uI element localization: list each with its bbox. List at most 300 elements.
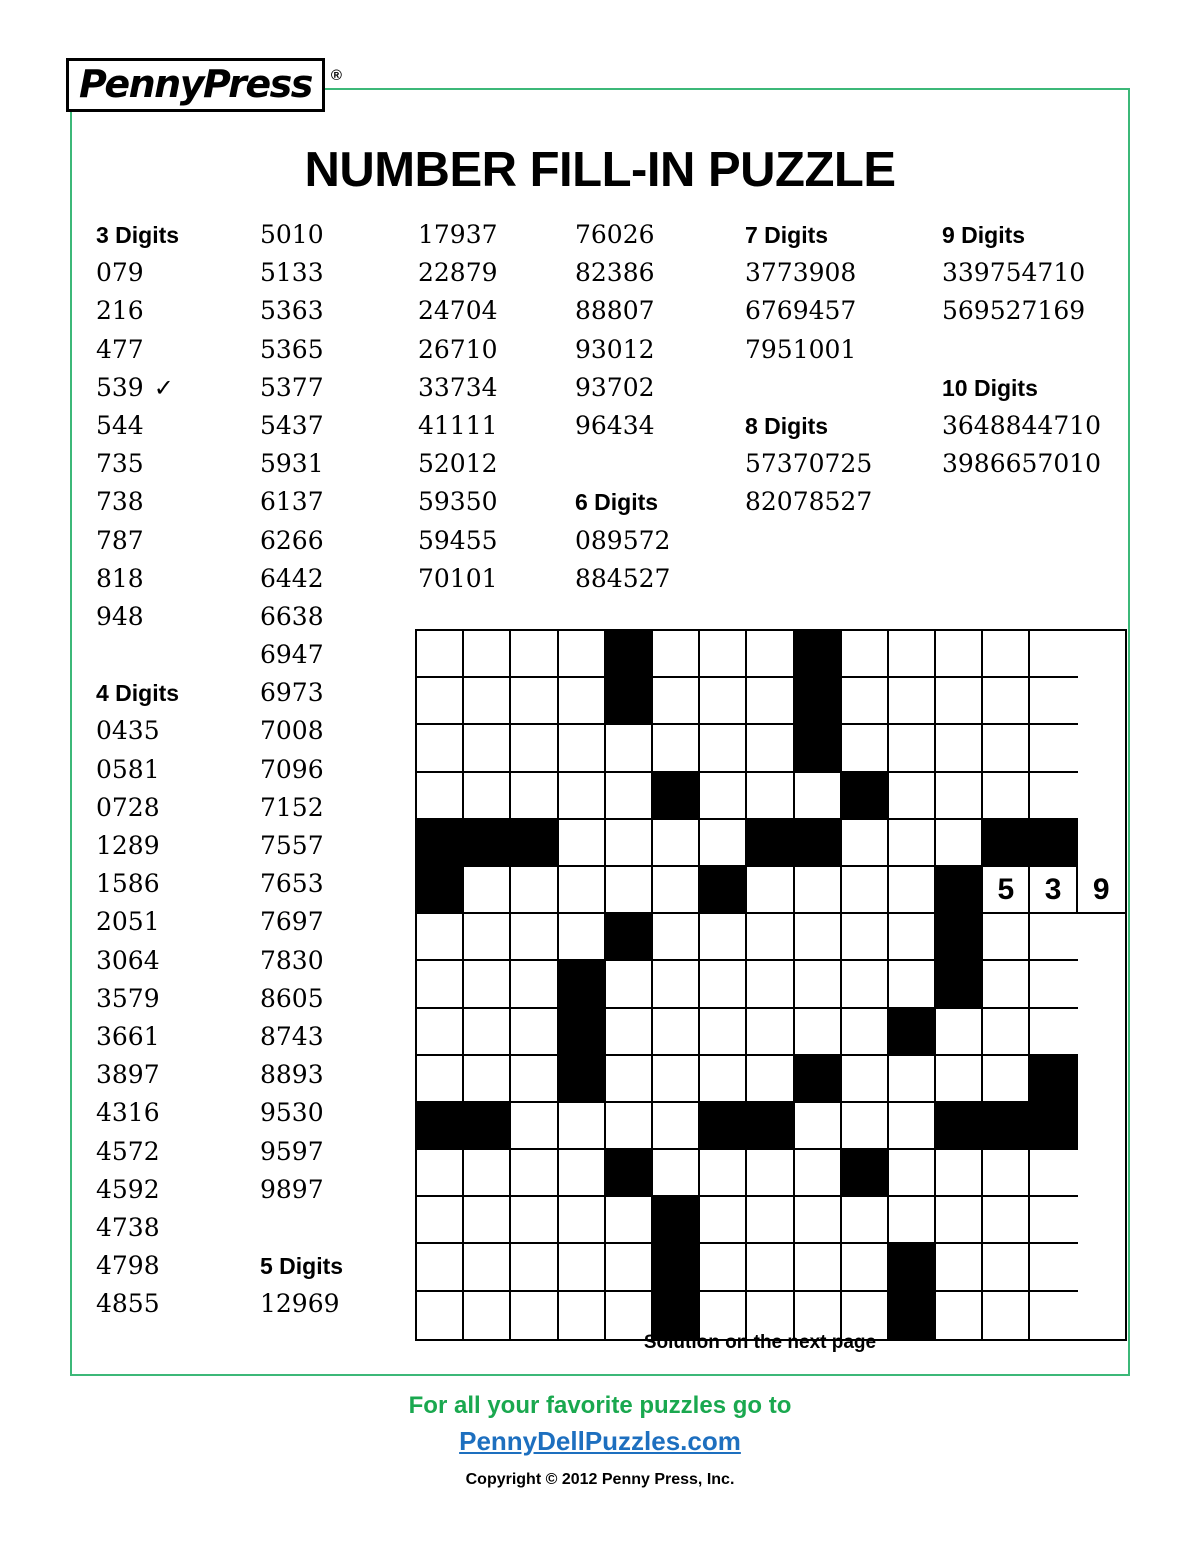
grid-cell-empty[interactable] (464, 1056, 511, 1103)
grid-cell-empty[interactable] (747, 1009, 794, 1056)
grid-row (417, 914, 1125, 961)
footer (0, 1392, 1200, 1489)
number-entry: 4572 (96, 1136, 160, 1166)
grid-cell-empty[interactable] (795, 867, 842, 914)
number-entry: 1586 (96, 869, 160, 899)
number-entry: 93012 (575, 334, 655, 364)
number-column-2 (418, 216, 498, 598)
grid-cell-empty[interactable] (464, 867, 511, 914)
grid-cell-blocked (417, 867, 464, 914)
grid-cell-blocked (417, 820, 464, 867)
grid-cell-empty[interactable] (511, 914, 558, 961)
grid-cell-empty[interactable] (417, 773, 464, 820)
grid-cell-empty[interactable] (606, 1197, 653, 1244)
grid-cell-empty[interactable] (747, 867, 794, 914)
grid-cell-empty[interactable] (464, 914, 511, 961)
grid-cell-empty[interactable] (700, 820, 747, 867)
number-column-3 (575, 216, 670, 598)
grid-cell-empty[interactable] (983, 1150, 1030, 1197)
grid-cell-blocked (653, 1244, 700, 1291)
number-entry: 7557 (260, 831, 324, 860)
grid-cell-empty[interactable] (417, 961, 464, 1008)
grid-cell-empty[interactable] (842, 961, 889, 1008)
grid-cell-empty[interactable] (464, 631, 511, 678)
grid-cell-empty[interactable] (747, 914, 794, 961)
registered-trademark-icon: ® (330, 67, 342, 84)
grid-row (417, 773, 1125, 820)
grid-cell-blocked (559, 961, 606, 1008)
number-entry: 339754710 (942, 258, 1086, 288)
grid-cell-empty[interactable] (983, 1009, 1030, 1056)
number-entry: 4316 (96, 1098, 160, 1128)
grid-cell-empty[interactable] (417, 1150, 464, 1197)
number-entry: 7951001 (745, 334, 857, 364)
grid-cell-empty[interactable] (795, 1009, 842, 1056)
number-entry: 8893 (260, 1060, 324, 1090)
number-entry: 738 (96, 487, 144, 517)
grid-cell-blocked (795, 1056, 842, 1103)
grid-cell-blocked (795, 678, 842, 725)
number-entry: 52012 (418, 449, 498, 479)
number-entry: 5437 (260, 410, 324, 440)
grid-cell-empty[interactable] (700, 1009, 747, 1056)
number-entry: 3579 (96, 983, 160, 1013)
grid-cell-blocked (936, 867, 983, 914)
grid-cell-empty[interactable] (842, 631, 889, 678)
grid-cell-empty[interactable] (1030, 725, 1077, 772)
grid-cell-empty[interactable] (936, 725, 983, 772)
number-entry: 7653 (260, 869, 324, 899)
grid-cell-empty[interactable] (559, 914, 606, 961)
grid-cell-empty[interactable] (606, 1244, 653, 1291)
grid-cell-empty[interactable] (417, 631, 464, 678)
grid-cell-empty[interactable] (606, 1056, 653, 1103)
number-entry: 4592 (96, 1174, 160, 1204)
grid-cell-empty[interactable] (559, 1103, 606, 1150)
grid-cell-blocked (983, 820, 1030, 867)
grid-cell-empty[interactable] (795, 1103, 842, 1150)
grid-cell-blocked (747, 820, 794, 867)
number-entry: 8605 (260, 983, 324, 1013)
grid-cell-empty[interactable] (1030, 1150, 1077, 1197)
grid-row (417, 820, 1125, 867)
number-column-4 (745, 216, 872, 522)
grid-cell-empty[interactable] (936, 631, 983, 678)
grid-cell-empty[interactable] (511, 1244, 558, 1291)
grid-cell-blocked (842, 773, 889, 820)
number-entry: 089572 (575, 525, 671, 555)
grid-cell-empty[interactable] (936, 678, 983, 725)
grid-cell-empty[interactable] (936, 1197, 983, 1244)
grid-cell-blocked (983, 1103, 1030, 1150)
grid-cell-empty[interactable] (795, 1150, 842, 1197)
number-entry: 4798 (96, 1251, 160, 1281)
grid-cell-blocked (1030, 1103, 1077, 1150)
grid-cell-empty[interactable] (747, 961, 794, 1008)
number-entry: 735 (96, 449, 144, 479)
grid-cell-empty[interactable] (653, 631, 700, 678)
grid-cell-empty[interactable] (511, 961, 558, 1008)
grid-cell-empty[interactable] (653, 867, 700, 914)
number-entry: 6442 (260, 563, 324, 593)
grid-cell-empty[interactable] (511, 867, 558, 914)
grid-cell-empty[interactable] (983, 914, 1030, 961)
footer-tagline: For all your favorite puzzles go to (408, 1392, 792, 1419)
number-entry: 787 (96, 525, 144, 555)
number-entry: 6137 (260, 487, 324, 517)
grid-cell-empty[interactable] (1030, 1009, 1077, 1056)
grid-cell-blocked (889, 1009, 936, 1056)
grid-cell-empty[interactable] (889, 1197, 936, 1244)
grid-cell-empty[interactable] (700, 1244, 747, 1291)
number-entry: 6947 (260, 640, 324, 670)
grid-cell-empty[interactable] (889, 867, 936, 914)
grid-cell-blocked (842, 1150, 889, 1197)
grid-cell-empty[interactable] (511, 631, 558, 678)
spacer (96, 636, 179, 674)
grid-cell-empty[interactable] (936, 773, 983, 820)
spacer (575, 445, 670, 483)
grid-cell-empty[interactable] (559, 631, 606, 678)
grid-cell-blocked (606, 631, 653, 678)
grid-cell-empty[interactable] (700, 631, 747, 678)
grid-cell-empty[interactable] (606, 820, 653, 867)
grid-cell-empty[interactable] (606, 773, 653, 820)
grid-cell-empty[interactable] (747, 1150, 794, 1197)
footer-copyright: Copyright © 2012 Penny Press, Inc. (465, 1471, 735, 1488)
number-entry: 7152 (260, 792, 324, 822)
grid-cell-empty[interactable] (511, 1056, 558, 1103)
number-group-heading: 6 Digits (575, 489, 659, 516)
number-entry: 9897 (260, 1174, 324, 1204)
grid-cell-blocked (1030, 820, 1077, 867)
grid-row (417, 961, 1125, 1008)
grid-cell-empty[interactable] (511, 1197, 558, 1244)
grid-cell-empty[interactable] (842, 820, 889, 867)
number-entry: 33734 (418, 372, 498, 402)
grid-cell-empty[interactable] (417, 725, 464, 772)
grid-cell-empty[interactable] (417, 678, 464, 725)
grid-cell-filled[interactable]: 3 (1030, 867, 1077, 914)
number-entry: 17937 (418, 220, 498, 249)
grid-cell-empty[interactable] (559, 1197, 606, 1244)
grid-cell-empty[interactable] (983, 725, 1030, 772)
grid-cell-empty[interactable] (889, 820, 936, 867)
grid-cell-blocked (747, 1103, 794, 1150)
grid-cell-empty[interactable] (653, 914, 700, 961)
grid-cell-empty[interactable] (700, 725, 747, 772)
grid-cell-filled[interactable]: 5 (983, 867, 1030, 914)
number-entry: 6266 (260, 525, 324, 555)
grid-cell-empty[interactable] (606, 961, 653, 1008)
grid-cell-blocked (559, 1009, 606, 1056)
grid-cell-empty[interactable] (700, 961, 747, 1008)
grid-cell-empty[interactable] (606, 1009, 653, 1056)
grid-cell-empty[interactable] (747, 725, 794, 772)
grid-cell-empty[interactable] (889, 1103, 936, 1150)
grid-cell-empty[interactable] (936, 1056, 983, 1103)
number-entry: 4855 (96, 1289, 160, 1319)
puzzle-grid[interactable] (415, 629, 1127, 1341)
grid-cell-empty[interactable] (983, 773, 1030, 820)
grid-cell-empty[interactable] (983, 961, 1030, 1008)
grid-cell-empty[interactable] (1030, 914, 1077, 961)
number-entry: 96434 (575, 410, 655, 440)
grid-cell-blocked (606, 914, 653, 961)
number-entry: 59350 (418, 487, 498, 517)
grid-cell-empty[interactable] (747, 631, 794, 678)
number-entry: 6638 (260, 601, 324, 631)
grid-cell-empty[interactable] (936, 1150, 983, 1197)
grid-cell-empty[interactable] (559, 725, 606, 772)
grid-cell-empty[interactable] (842, 1009, 889, 1056)
grid-cell-empty[interactable] (606, 1103, 653, 1150)
grid-cell-empty[interactable] (606, 725, 653, 772)
grid-row (417, 1009, 1125, 1056)
grid-cell-empty[interactable] (747, 678, 794, 725)
grid-cell-empty[interactable] (700, 914, 747, 961)
grid-cell-empty[interactable] (653, 1009, 700, 1056)
grid-cell-empty[interactable] (889, 961, 936, 1008)
grid-cell-empty[interactable] (747, 1197, 794, 1244)
grid-cell-empty[interactable] (795, 914, 842, 961)
grid-cell-empty[interactable] (1030, 961, 1077, 1008)
spacer (942, 331, 1101, 369)
number-entry: 3897 (96, 1060, 160, 1090)
grid-cell-blocked (936, 961, 983, 1008)
grid-cell-empty[interactable] (700, 1056, 747, 1103)
grid-cell-empty[interactable] (842, 725, 889, 772)
grid-cell-empty[interactable] (653, 961, 700, 1008)
grid-cell-empty[interactable] (700, 773, 747, 820)
grid-cell-empty[interactable] (842, 1244, 889, 1291)
grid-cell-filled[interactable]: 9 (1078, 867, 1125, 914)
number-entry: 24704 (418, 296, 498, 326)
grid-cell-empty[interactable] (559, 867, 606, 914)
grid-cell-empty[interactable] (464, 725, 511, 772)
grid-cell-empty[interactable] (700, 678, 747, 725)
number-entry: 9597 (260, 1136, 324, 1166)
grid-cell-blocked (417, 1103, 464, 1150)
number-entry: 079 (96, 258, 144, 288)
grid-cell-empty[interactable] (842, 1056, 889, 1103)
grid-cell-empty[interactable] (1030, 1244, 1077, 1291)
number-entry: 2051 (96, 907, 160, 937)
number-entry: 477 (96, 334, 144, 364)
grid-cell-blocked (653, 773, 700, 820)
grid-cell-blocked (795, 631, 842, 678)
grid-cell-empty[interactable] (747, 1056, 794, 1103)
number-entry: 216 (96, 296, 144, 326)
grid-cell-empty[interactable] (889, 773, 936, 820)
number-entry: 12969 (260, 1289, 340, 1319)
grid-cell-blocked (606, 678, 653, 725)
number-entry: 3064 (96, 945, 160, 975)
logo-text: PennyPress (79, 62, 312, 106)
number-entry: 0728 (96, 792, 160, 822)
grid-cell-empty[interactable] (511, 1009, 558, 1056)
grid-cell-empty[interactable] (889, 1056, 936, 1103)
number-column-5 (942, 216, 1101, 483)
number-entry: 5133 (260, 258, 324, 288)
grid-cell-empty[interactable] (653, 1103, 700, 1150)
checkmark-icon: ✓ (153, 373, 174, 402)
number-group-heading: 7 Digits (745, 222, 829, 248)
grid-row (417, 1150, 1125, 1197)
grid-cell-empty[interactable] (511, 678, 558, 725)
number-entry: 59455 (418, 525, 498, 555)
grid-cell-empty[interactable] (842, 1197, 889, 1244)
grid-cell-empty[interactable] (747, 1244, 794, 1291)
number-group-heading: 4 Digits (96, 680, 180, 707)
grid-cell-blocked (700, 1103, 747, 1150)
grid-cell-empty[interactable] (700, 1150, 747, 1197)
number-entry: 7008 (260, 716, 324, 746)
grid-cell-empty[interactable] (464, 1150, 511, 1197)
number-entry: 93702 (575, 372, 655, 402)
grid-cell-empty[interactable] (983, 1056, 1030, 1103)
grid-row (417, 678, 1125, 725)
grid-cell-empty[interactable] (511, 1103, 558, 1150)
grid-cell-empty[interactable] (559, 820, 606, 867)
grid-cell-blocked (559, 1056, 606, 1103)
number-entry: 41111 (418, 410, 498, 440)
grid-cell-empty[interactable] (983, 1244, 1030, 1291)
grid-cell-empty[interactable] (983, 678, 1030, 725)
grid-cell-empty[interactable] (983, 1197, 1030, 1244)
number-entry: 4738 (96, 1212, 160, 1242)
grid-cell-empty[interactable] (889, 678, 936, 725)
number-entry: 82386 (575, 258, 655, 288)
number-column-1 (260, 216, 343, 1323)
grid-cell-blocked (700, 867, 747, 914)
grid-cell-blocked (936, 1103, 983, 1150)
grid-row (417, 1244, 1125, 1291)
grid-row (417, 1197, 1125, 1244)
grid-cell-empty[interactable] (889, 725, 936, 772)
number-entry: 1289 (96, 831, 160, 860)
number-column-0 (96, 216, 179, 1323)
grid-cell-empty[interactable] (795, 961, 842, 1008)
grid-cell-empty[interactable] (417, 914, 464, 961)
grid-cell-blocked (936, 914, 983, 961)
grid-cell-empty[interactable] (417, 1244, 464, 1291)
grid-cell-empty[interactable] (889, 914, 936, 961)
grid-cell-empty[interactable] (417, 1056, 464, 1103)
grid-cell-empty[interactable] (559, 773, 606, 820)
number-entry: 539 ✓ (96, 372, 174, 402)
grid-cell-blocked (653, 1197, 700, 1244)
number-group-heading: 5 Digits (260, 1253, 344, 1280)
grid-row (417, 631, 1125, 678)
grid-cell-blocked (889, 1244, 936, 1291)
grid-cell-empty[interactable] (511, 773, 558, 820)
grid-cell-empty[interactable] (464, 1244, 511, 1291)
spacer (260, 1209, 343, 1247)
grid-cell-empty[interactable] (464, 678, 511, 725)
grid-cell-blocked (795, 725, 842, 772)
grid-cell-empty[interactable] (889, 1150, 936, 1197)
grid-cell-empty[interactable] (795, 1197, 842, 1244)
grid-cell-empty[interactable] (936, 1244, 983, 1291)
grid-cell-empty[interactable] (653, 678, 700, 725)
number-entry: 26710 (418, 334, 498, 364)
grid-cell-empty[interactable] (936, 820, 983, 867)
number-entry: 88807 (575, 296, 655, 326)
grid-cell-empty[interactable] (653, 1056, 700, 1103)
number-entry: 5365 (260, 334, 324, 364)
grid-cell-blocked (464, 1103, 511, 1150)
grid-cell-empty[interactable] (1030, 1197, 1077, 1244)
page-title: NUMBER FILL-IN PUZZLE (304, 143, 896, 197)
grid-cell-empty[interactable] (464, 961, 511, 1008)
number-entry: 884527 (575, 563, 671, 593)
grid-cell-empty[interactable] (795, 773, 842, 820)
grid-cell-empty[interactable] (1030, 631, 1077, 678)
grid-cell-empty[interactable] (653, 725, 700, 772)
number-entry: 22879 (418, 258, 498, 288)
number-entry: 7697 (260, 907, 324, 937)
grid-cell-empty[interactable] (511, 1150, 558, 1197)
grid-cell-empty[interactable] (842, 914, 889, 961)
grid-cell-blocked (606, 1150, 653, 1197)
grid-cell-empty[interactable] (559, 1244, 606, 1291)
number-entry: 818 (96, 563, 144, 593)
grid-cell-blocked (511, 820, 558, 867)
grid-cell-empty[interactable] (559, 1150, 606, 1197)
grid-cell-empty[interactable] (464, 1197, 511, 1244)
grid-cell-empty[interactable] (1030, 773, 1077, 820)
number-entry: 0435 (96, 716, 160, 746)
grid-cell-empty[interactable] (417, 1009, 464, 1056)
grid-cell-empty[interactable] (653, 1150, 700, 1197)
grid-cell-empty[interactable] (700, 1197, 747, 1244)
grid-cell-empty[interactable] (464, 1009, 511, 1056)
grid-cell-empty[interactable] (842, 678, 889, 725)
number-group-heading: 3 Digits (96, 222, 180, 248)
grid-cell-empty[interactable] (747, 773, 794, 820)
number-entry: 5931 (260, 449, 324, 479)
number-entry: 3773908 (745, 258, 857, 288)
solution-note: Solution on the next page (643, 1332, 877, 1353)
grid-cell-empty[interactable] (936, 1009, 983, 1056)
number-entry: 8743 (260, 1021, 324, 1051)
number-entry: 5377 (260, 372, 324, 402)
grid-cell-empty[interactable] (653, 820, 700, 867)
grid-cell-empty[interactable] (606, 867, 653, 914)
number-group-heading: 9 Digits (942, 222, 1026, 248)
grid-cell-empty[interactable] (842, 1103, 889, 1150)
number-entry: 6973 (260, 678, 324, 708)
grid-cell-empty[interactable] (1030, 678, 1077, 725)
grid-cell-empty[interactable] (795, 1244, 842, 1291)
number-entry: 5010 (260, 220, 324, 249)
grid-cell-empty[interactable] (842, 867, 889, 914)
grid-cell-empty[interactable] (417, 1197, 464, 1244)
number-entry: 82078527 (745, 487, 873, 517)
grid-cell-blocked (464, 820, 511, 867)
grid-cell-blocked (795, 820, 842, 867)
footer-website-link[interactable]: PennyDellPuzzles.com (459, 1426, 741, 1456)
grid-cell-blocked (1030, 1056, 1077, 1103)
grid-row (417, 867, 1125, 914)
grid-cell-empty[interactable] (559, 678, 606, 725)
grid-cell-empty[interactable] (464, 773, 511, 820)
spacer (745, 369, 872, 407)
grid-cell-empty[interactable] (983, 631, 1030, 678)
grid-cell-empty[interactable] (511, 725, 558, 772)
grid-cell-empty[interactable] (889, 631, 936, 678)
